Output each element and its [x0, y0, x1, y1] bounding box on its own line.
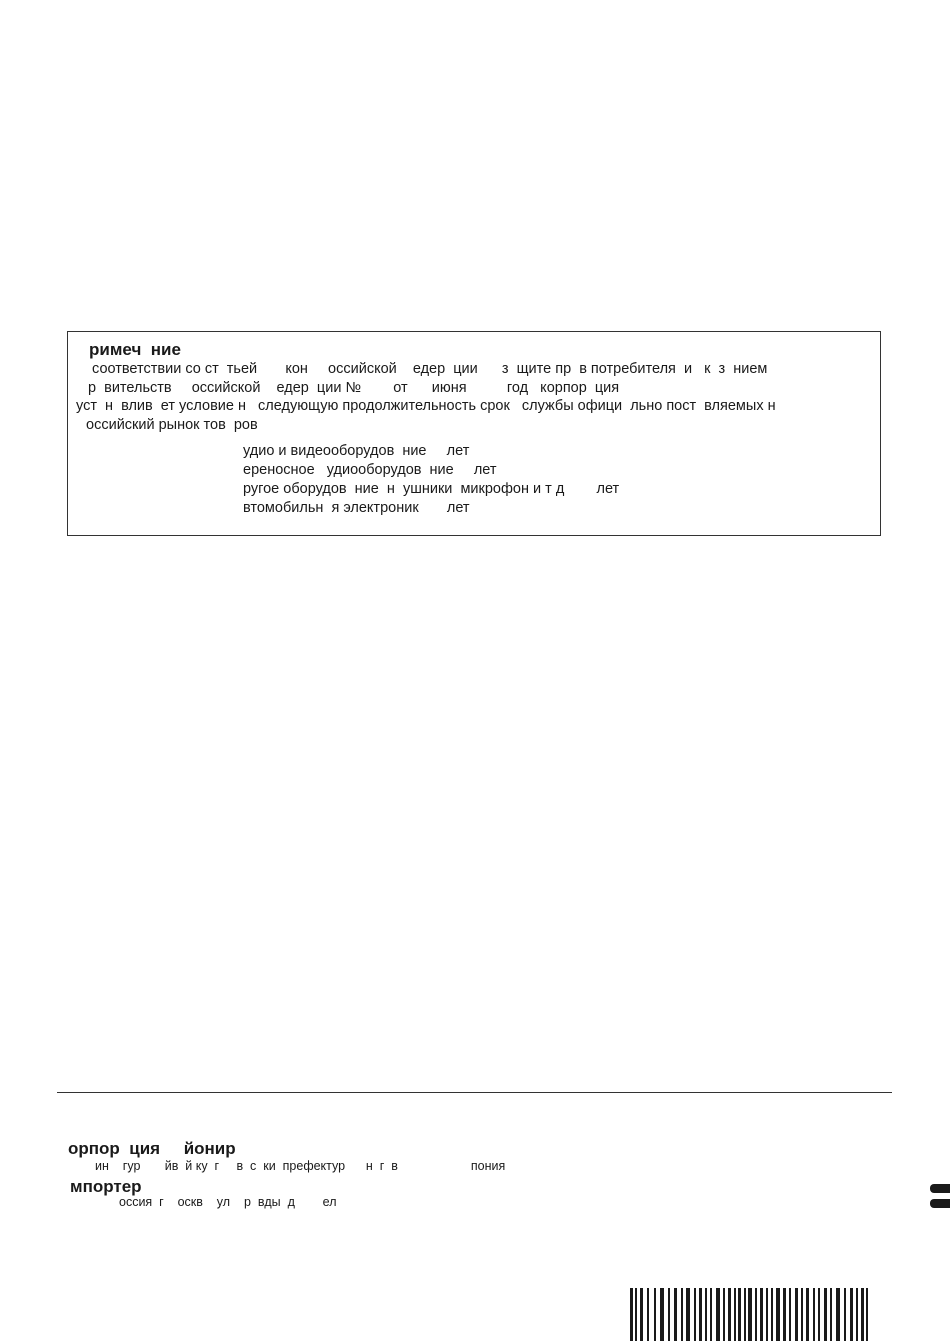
edge-tab-mark [930, 1184, 950, 1193]
note-line: уст н влив ет условие н следующую продолжительность срок службы офици льно пост вляемых н [76, 398, 776, 414]
company-address: ин гур йв й ку г в с ки префектур н г в пония [95, 1159, 506, 1173]
service-life-item: удио и видеооборудов ние лет [243, 443, 470, 459]
barcode [630, 1288, 870, 1341]
service-life-item: втомобильн я электроник лет [243, 500, 470, 516]
note-title: римеч ние [89, 340, 181, 359]
note-box [67, 331, 881, 536]
importer-address: оссия г оскв ул р вды д ел [119, 1195, 337, 1209]
note-line: соответствии со ст тьей кон оссийской едер ции з щите пр в потребителя и к з нием [88, 361, 768, 377]
service-life-item: ереносное удиооборудов ние лет [243, 462, 497, 478]
company-name: орпор ция йонир [68, 1139, 236, 1158]
service-life-item: ругое оборудов ние н ушники микрофон и т д лет [243, 481, 620, 497]
edge-tab-mark [930, 1199, 950, 1208]
note-line: р вительств оссийской едер ции № от июня год корпор ция [88, 380, 620, 396]
footer-divider [57, 1092, 892, 1093]
importer-label: мпортер [70, 1177, 142, 1196]
note-line: оссийский рынок тов ров [82, 417, 258, 433]
